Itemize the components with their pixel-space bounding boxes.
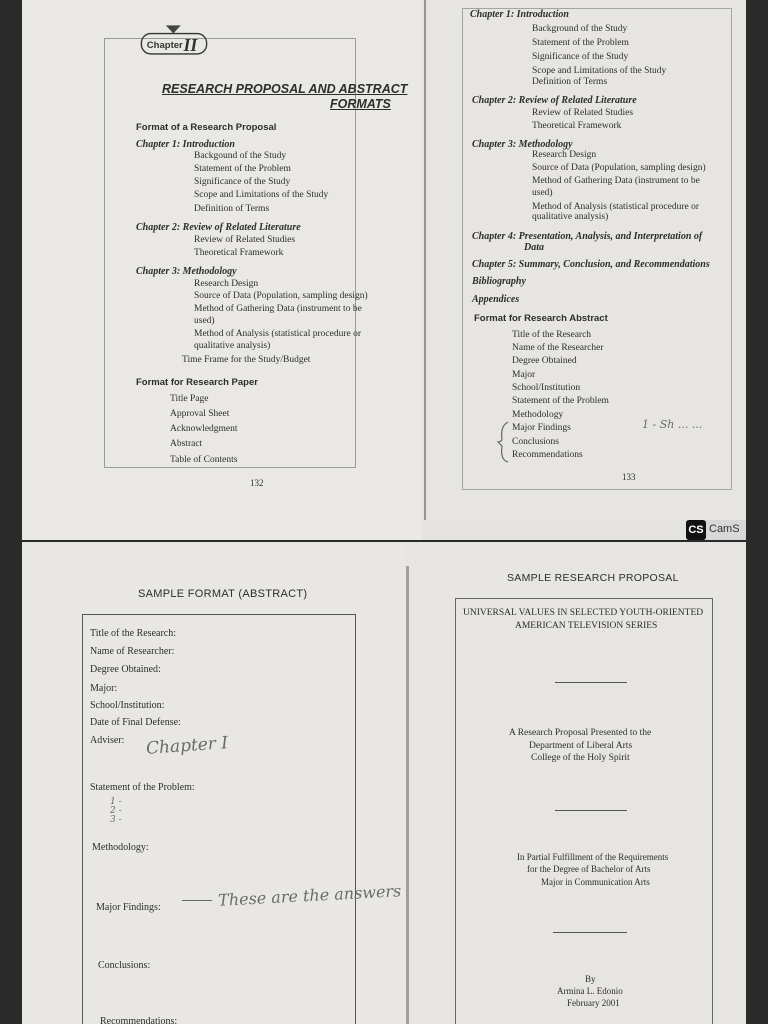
p132-ch2-item: Review of Related Studies [194, 235, 296, 245]
p132-ch3-item: used) [194, 316, 215, 326]
p133-abstract-item: Conclusions [512, 437, 559, 447]
p132-timeframe: Time Frame for the Study/Budget [182, 355, 311, 365]
bottom-photo [22, 542, 746, 1024]
p133-abstract-item: Degree Obtained [512, 356, 577, 366]
findings-dash [182, 900, 212, 901]
chapter-badge [128, 24, 220, 58]
abstract-format-heading: Format for Research Abstract [474, 313, 608, 324]
field-major: Major: [90, 683, 118, 694]
partial-1: In Partial Fulfillment of the Requirements [517, 852, 669, 862]
presented-1: A Research Proposal Presented to the [509, 728, 652, 738]
p133-ch1-item: Background of the Study [532, 24, 628, 34]
p132-ch3-item: Source of Data (Population, sampling design) [194, 291, 368, 301]
page-132-title-2: FORMATS [330, 97, 391, 111]
p133-ch1-item: Scope and Limitations of the Study [532, 66, 667, 76]
presented-2: Department of Liberal Arts [529, 741, 633, 751]
p132-ch3-item: Research Design [194, 279, 259, 289]
field-researcher: Name of Researcher: [90, 646, 175, 657]
chapter-badge-number: II [183, 35, 198, 56]
p132-ch3-item: qualitative analysis) [194, 341, 271, 351]
p132-paper-item: Abstract [170, 439, 203, 449]
field-adviser: Adviser: [90, 735, 125, 746]
p133-appendices: Appendices [472, 294, 520, 305]
p133-abstract-item: Methodology [512, 410, 564, 420]
p133-abstract-item: Title of the Research [512, 330, 592, 340]
sample-proposal-box [455, 598, 713, 1024]
camscanner-logo: CS [686, 520, 706, 540]
p133-ch1-item: Definition of Terms [532, 77, 608, 87]
p132-paper-item: Table of Contents [170, 455, 238, 465]
p132-chapter-1: Chapter 1: Introduction [136, 139, 235, 150]
handwritten-numbers: 1 - 2 - 3 - [110, 797, 122, 825]
handwritten-brace [496, 420, 510, 464]
field-statement: Statement of the Problem: [90, 782, 195, 793]
field-recommendations: Recommendations: [100, 1016, 178, 1024]
p132-chapter-3: Chapter 3: Methodology [136, 266, 237, 277]
p133-ch3-item: Method of Gathering Data (instrument to be [532, 176, 700, 186]
p133-abstract-item: Major [512, 370, 536, 380]
divider-1 [555, 682, 627, 683]
p133-abstract-item: Name of the Researcher [512, 343, 604, 353]
p133-ch2-item: Review of Related Studies [532, 108, 634, 118]
page-number-132: 132 [250, 478, 264, 488]
p133-chapter-5: Chapter 5: Summary, Conclusion, and Recommendations [472, 259, 710, 270]
field-degree: Degree Obtained: [90, 664, 161, 675]
p133-abstract-item: Recommendations [512, 450, 583, 460]
p133-abstract-item: School/Institution [512, 383, 581, 393]
p132-ch1-item: Definition of Terms [194, 204, 270, 214]
p133-ch3-item: used) [532, 188, 553, 198]
p133-chapter-3: Chapter 3: Methodology [472, 139, 573, 150]
sample-proposal-heading: SAMPLE RESEARCH PROPOSAL [507, 572, 679, 584]
top-photo [22, 0, 746, 540]
p133-abstract-item: Statement of the Problem [512, 396, 609, 406]
p133-ch3-item: Source of Data (Population, sampling design) [532, 163, 706, 173]
divider-3 [553, 932, 627, 933]
p133-ch3-item: Method of Analysis (statistical procedure or [532, 202, 700, 212]
p132-paper-item: Approval Sheet [170, 409, 230, 419]
chapter-badge-word: Chapter [146, 39, 183, 51]
partial-3: Major in Communication Arts [541, 877, 650, 887]
camscanner-text: CamS [709, 523, 740, 535]
p132-paper-item: Title Page [170, 394, 209, 404]
field-school: School/Institution: [90, 700, 165, 711]
partial-2: for the Degree of Bachelor of Arts [527, 864, 651, 874]
p132-ch1-item: Statement of the Problem [194, 164, 291, 174]
p133-chapter-2: Chapter 2: Review of Related Literature [472, 95, 637, 106]
p133-abstract-item: Major Findings [512, 423, 571, 433]
p133-ch3-item: Research Design [532, 150, 597, 160]
handwritten-adviser: Chapter I [145, 733, 229, 759]
page-133 [426, 0, 746, 520]
proposal-author: Armina L. Edonio [557, 986, 623, 996]
field-methodology: Methodology: [92, 842, 149, 853]
sample-abstract-heading: SAMPLE FORMAT (ABSTRACT) [138, 588, 308, 600]
page-number-133: 133 [622, 472, 636, 482]
p133-bibliography: Bibliography [472, 276, 526, 287]
field-title: Title of the Research: [90, 628, 177, 639]
p133-ch3-item: qualitative analysis) [532, 212, 609, 222]
proposal-title-2: AMERICAN TELEVISION SERIES [515, 621, 658, 631]
presented-3: College of the Holy Spirit [531, 753, 630, 763]
camscanner-badge [686, 520, 746, 540]
p133-ch2-item: Theoretical Framework [532, 121, 622, 131]
p133-chapter-4-line1: Chapter 4: Presentation, Analysis, and Interpretation of [472, 231, 703, 242]
page-132-title-1: RESEARCH PROPOSAL AND ABSTRACT [162, 82, 408, 96]
proposal-by: By [585, 974, 596, 984]
p132-ch1-item: Scope and Limitations of the Study [194, 190, 329, 200]
paper-format-heading: Format for Research Paper [136, 377, 258, 388]
sample-proposal-page [409, 542, 746, 1024]
p133-chapter-1: Chapter 1: Introduction [470, 9, 569, 20]
p132-ch1-item: Backgound of the Study [194, 151, 287, 161]
handwritten-findings: These are the answers [217, 881, 402, 910]
field-defense-date: Date of Final Defense: [90, 717, 181, 728]
field-conclusions: Conclusions: [98, 960, 151, 971]
p132-ch3-item: Method of Analysis (statistical procedure or [194, 329, 362, 339]
divider-2 [555, 810, 627, 811]
proposal-date: February 2001 [567, 998, 620, 1008]
field-findings: Major Findings: [96, 902, 161, 913]
handwritten-note-133: 1 - Sh ... ... [642, 418, 703, 431]
p133-ch1-item: Statement of the Problem [532, 38, 629, 48]
p132-ch3-item: Method of Gathering Data (instrument to be [194, 304, 362, 314]
p133-ch1-item: Significance of the Study [532, 52, 629, 62]
p132-chapter-2: Chapter 2: Review of Related Literature [136, 222, 301, 233]
p132-ch2-item: Theoretical Framework [194, 248, 284, 258]
proposal-format-heading: Format of a Research Proposal [136, 122, 277, 133]
sample-abstract-page [22, 542, 406, 1024]
page-132 [22, 0, 422, 540]
p132-paper-item: Acknowledgment [170, 424, 238, 434]
p133-chapter-4-line2: Data [524, 242, 544, 253]
proposal-title-1: UNIVERSAL VALUES IN SELECTED YOUTH-ORIENTED [463, 608, 704, 618]
p132-ch1-item: Significance of the Study [194, 177, 291, 187]
